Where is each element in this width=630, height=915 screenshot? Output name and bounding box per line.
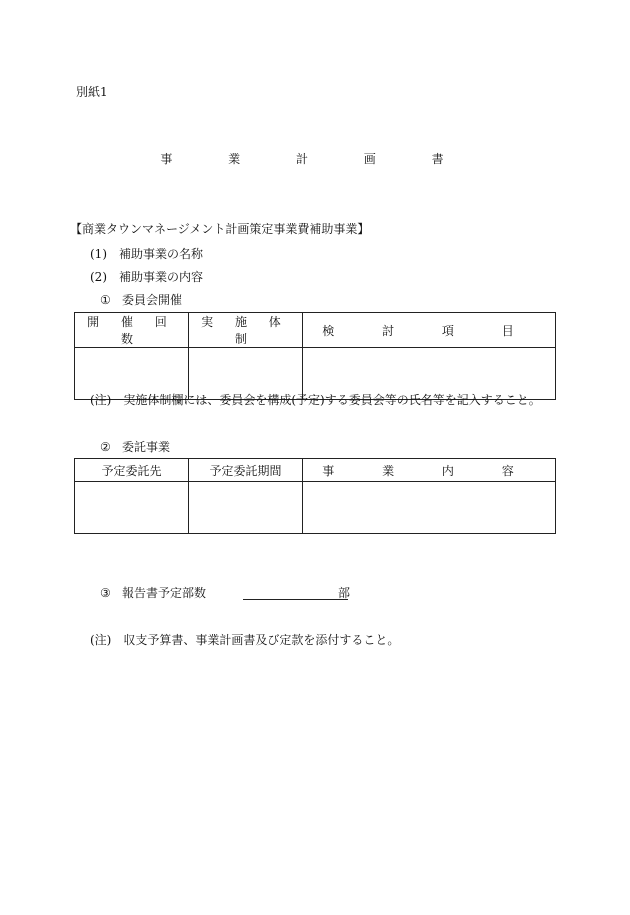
outsourcing-number: ② [100,440,111,454]
business-content-cell[interactable] [303,482,556,534]
item-2-subsidy-content: (2) 補助事業の内容 [90,270,203,284]
committee-note: (注) 実施体制欄には、委員会を構成(予定)する委員会等の氏名等を記入すること。 [90,393,541,407]
outsourcing-section-label: 委託事業 [122,440,171,454]
committee-table-header-row [75,313,556,348]
planned-period-cell[interactable] [189,482,303,534]
meeting-count-cell[interactable] [75,348,189,400]
report-copies-unit: 部 [338,586,351,600]
review-items-cell[interactable] [303,348,556,400]
header-meeting-count: 開 催 回 数 [75,313,189,348]
committee-number: ① [100,293,111,307]
outsourcing-table-row [75,482,556,534]
committee-section-label: 委員会開催 [122,293,183,307]
attachment-label: 別紙1 [76,85,108,99]
committee-table [74,312,556,400]
outsourcing-table [74,458,556,534]
implementation-structure-cell[interactable] [189,348,303,400]
header-planned-contractor: 予定委託先 [75,459,189,482]
header-implementation-structure: 実 施 体 制 [189,313,303,348]
report-number: ③ [100,586,111,600]
header-business-content: 事 業 内 容 [303,459,556,482]
item-1-subsidy-name: (1) 補助事業の名称 [90,247,203,261]
header-planned-period: 予定委託期間 [189,459,303,482]
attachment-note: (注) 収支予算書、事業計画書及び定款を添付すること。 [90,633,400,647]
document-title: 事 業 計 画 書 [160,152,470,166]
outsourcing-table-header-row [75,459,556,482]
report-copies-field[interactable] [243,599,348,600]
planned-contractor-cell[interactable] [75,482,189,534]
report-copies-label: 報告書予定部数 [122,586,207,600]
committee-table-row [75,348,556,400]
program-name: 【商業タウンマネージメント計画策定事業費補助事業】 [70,222,370,236]
header-review-items: 検 討 項 目 [303,313,556,348]
